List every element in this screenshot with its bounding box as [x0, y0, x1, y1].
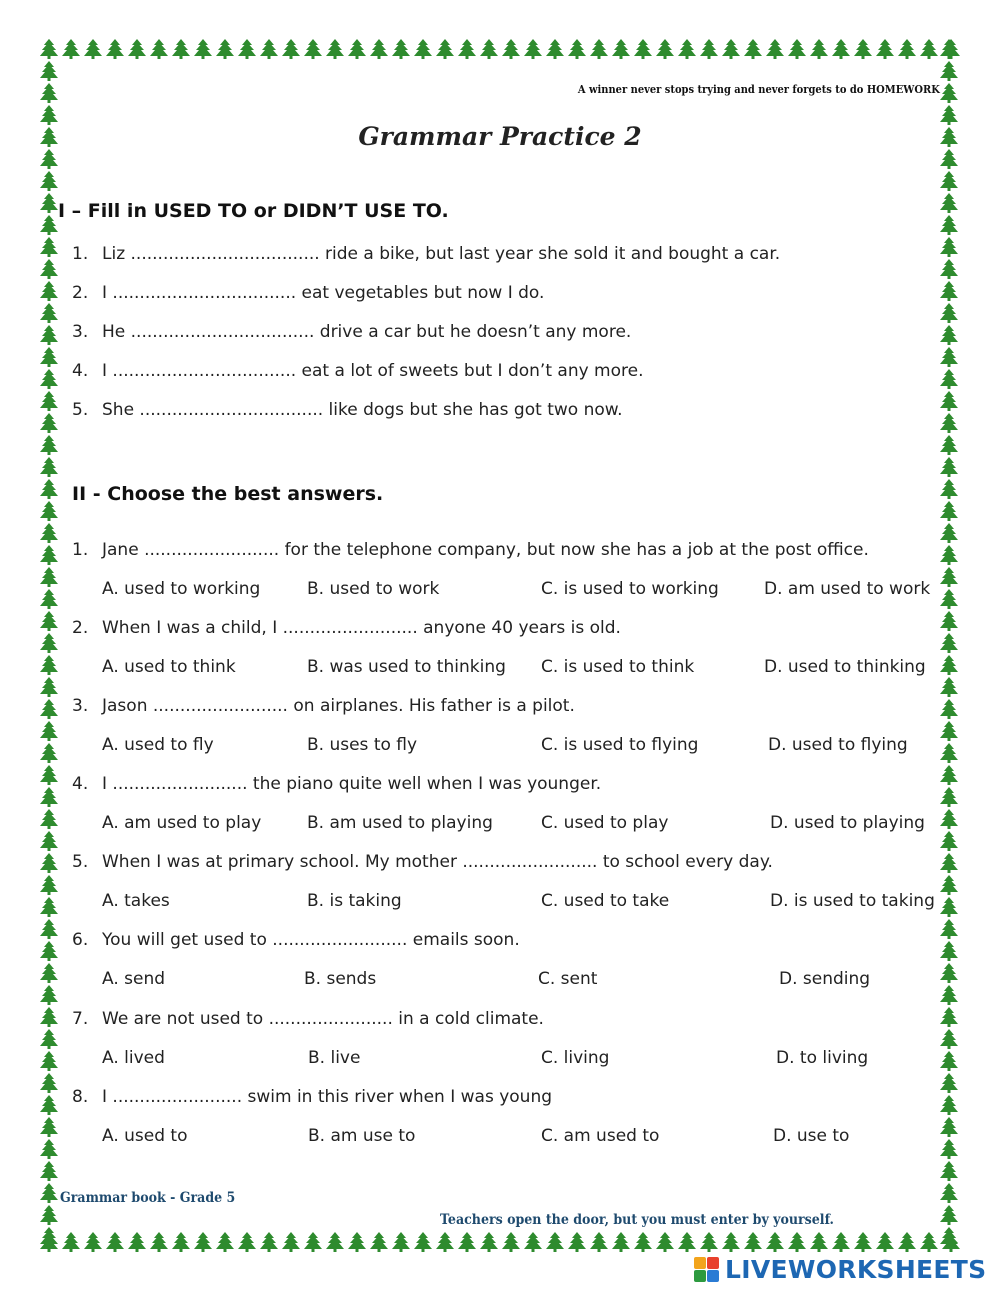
- tree-icon: [38, 984, 60, 1006]
- tree-icon: [938, 764, 960, 786]
- tree-icon: [938, 38, 960, 60]
- tree-icon: [368, 38, 390, 60]
- tree-icon: [258, 1231, 280, 1253]
- section-2-heading: II - Choose the best answers.: [72, 483, 384, 505]
- tree-icon: [566, 38, 588, 60]
- tree-icon: [938, 324, 960, 346]
- tree-icon: [610, 1231, 632, 1253]
- tree-icon: [38, 1204, 60, 1226]
- motto-top: A winner never stops trying and never forgets to do HOMEWORK: [578, 82, 940, 96]
- tree-icon: [938, 1182, 960, 1204]
- option-c[interactable]: C. is used to working: [541, 579, 719, 599]
- tree-icon: [38, 1226, 60, 1248]
- liveworksheets-logo[interactable]: [694, 1254, 986, 1284]
- tree-icon: [38, 500, 60, 522]
- tree-icon: [302, 38, 324, 60]
- tree-icon: [938, 1160, 960, 1182]
- border-right: [938, 38, 960, 1253]
- tree-icon: [214, 1231, 236, 1253]
- tree-icon: [236, 1231, 258, 1253]
- logo-square: [694, 1257, 706, 1269]
- footer-book-label: Grammar book - Grade 5: [60, 1190, 236, 1206]
- tree-icon: [918, 1231, 940, 1253]
- tree-icon: [786, 38, 808, 60]
- question: 6. You will get used to ......................... emails soon.: [72, 930, 520, 950]
- question: 7. We are not used to ....................... in a cold climate.: [72, 1009, 544, 1029]
- tree-icon: [38, 302, 60, 324]
- tree-icon: [654, 1231, 676, 1253]
- tree-icon: [938, 412, 960, 434]
- tree-icon: [938, 1204, 960, 1226]
- option-b[interactable]: B. am used to playing: [307, 813, 493, 833]
- tree-icon: [324, 38, 346, 60]
- tree-icon: [938, 698, 960, 720]
- tree-icon: [874, 1231, 896, 1253]
- tree-icon: [852, 1231, 874, 1253]
- tree-icon: [938, 148, 960, 170]
- tree-icon: [38, 38, 60, 60]
- tree-icon: [38, 148, 60, 170]
- liveworksheets-logo-text: LIVEWORKSHEETS: [725, 1254, 987, 1284]
- tree-icon: [236, 38, 258, 60]
- option-c[interactable]: C. am used to: [541, 1126, 660, 1146]
- tree-icon: [588, 38, 610, 60]
- tree-icon: [60, 38, 82, 60]
- tree-icon: [38, 808, 60, 830]
- tree-icon: [38, 456, 60, 478]
- option-c[interactable]: C. sent: [538, 969, 598, 989]
- tree-icon: [938, 1116, 960, 1138]
- tree-icon: [500, 38, 522, 60]
- option-c[interactable]: C. is used to flying: [541, 735, 699, 755]
- tree-icon: [258, 38, 280, 60]
- tree-icon: [456, 1231, 478, 1253]
- tree-icon: [938, 676, 960, 698]
- logo-square: [694, 1270, 706, 1282]
- tree-icon: [478, 38, 500, 60]
- tree-icon: [874, 38, 896, 60]
- tree-icon: [38, 566, 60, 588]
- tree-icon: [764, 38, 786, 60]
- tree-icon: [38, 434, 60, 456]
- logo-square: [707, 1257, 719, 1269]
- fill-item: 4. I .................................. eat a lot of sweets but I don’t any more.: [72, 361, 644, 381]
- tree-icon: [896, 1231, 918, 1253]
- fill-item: 3. He .................................. drive a car but he doesn’t any more.: [72, 322, 632, 342]
- tree-icon: [654, 38, 676, 60]
- tree-icon: [938, 302, 960, 324]
- tree-icon: [938, 280, 960, 302]
- tree-icon: [280, 38, 302, 60]
- question: 8. I ........................ swim in this river when I was young: [72, 1087, 553, 1107]
- tree-icon: [588, 1231, 610, 1253]
- option-b[interactable]: B. used to work: [307, 579, 440, 599]
- tree-icon: [412, 1231, 434, 1253]
- option-b[interactable]: B. is taking: [307, 891, 402, 911]
- tree-icon: [918, 38, 940, 60]
- tree-icon: [676, 1231, 698, 1253]
- tree-icon: [938, 522, 960, 544]
- tree-icon: [38, 918, 60, 940]
- tree-icon: [104, 38, 126, 60]
- tree-icon: [38, 940, 60, 962]
- tree-icon: [38, 478, 60, 500]
- fill-item: 5. She .................................. like dogs but she has got two now.: [72, 400, 623, 420]
- tree-icon: [346, 1231, 368, 1253]
- border-left: [38, 38, 60, 1253]
- tree-icon: [544, 1231, 566, 1253]
- tree-icon: [324, 1231, 346, 1253]
- tree-icon: [830, 38, 852, 60]
- tree-icon: [938, 1006, 960, 1028]
- tree-icon: [938, 984, 960, 1006]
- tree-icon: [390, 1231, 412, 1253]
- tree-icon: [938, 610, 960, 632]
- option-d[interactable]: D. sending: [779, 969, 871, 989]
- tree-icon: [38, 280, 60, 302]
- tree-icon: [38, 962, 60, 984]
- fill-item: 2. I .................................. eat vegetables but now I do.: [72, 283, 545, 303]
- tree-icon: [38, 742, 60, 764]
- tree-icon: [938, 236, 960, 258]
- tree-icon: [938, 588, 960, 610]
- tree-icon: [632, 38, 654, 60]
- tree-icon: [938, 720, 960, 742]
- footer-quote: Teachers open the door, but you must enter by yourself.: [440, 1212, 834, 1228]
- tree-icon: [38, 258, 60, 280]
- option-a[interactable]: A. lived: [102, 1048, 165, 1068]
- tree-icon: [938, 632, 960, 654]
- tree-icon: [852, 38, 874, 60]
- tree-icon: [38, 82, 60, 104]
- question: 3. Jason ......................... on airplanes. His father is a pilot.: [72, 696, 575, 716]
- tree-icon: [302, 1231, 324, 1253]
- question: 1. Jane ......................... for the telephone company, but now she has a job at the post office.: [72, 540, 869, 560]
- tree-icon: [170, 1231, 192, 1253]
- tree-icon: [938, 214, 960, 236]
- tree-icon: [280, 1231, 302, 1253]
- tree-icon: [938, 962, 960, 984]
- tree-icon: [632, 1231, 654, 1253]
- tree-icon: [938, 368, 960, 390]
- option-c[interactable]: C. is used to think: [541, 657, 695, 677]
- tree-icon: [148, 38, 170, 60]
- tree-icon: [500, 1231, 522, 1253]
- option-d[interactable]: D. used to thinking: [764, 657, 926, 677]
- tree-icon: [938, 346, 960, 368]
- tree-icon: [38, 764, 60, 786]
- tree-icon: [522, 1231, 544, 1253]
- tree-icon: [938, 82, 960, 104]
- tree-icon: [938, 60, 960, 82]
- tree-icon: [938, 852, 960, 874]
- tree-icon: [566, 1231, 588, 1253]
- tree-icon: [938, 566, 960, 588]
- tree-icon: [38, 1116, 60, 1138]
- tree-icon: [938, 258, 960, 280]
- tree-icon: [38, 896, 60, 918]
- tree-icon: [676, 38, 698, 60]
- tree-icon: [938, 434, 960, 456]
- tree-icon: [698, 38, 720, 60]
- tree-icon: [478, 1231, 500, 1253]
- tree-icon: [214, 38, 236, 60]
- tree-icon: [38, 1072, 60, 1094]
- option-b[interactable]: B. am use to: [308, 1126, 416, 1146]
- tree-icon: [38, 588, 60, 610]
- question: 5. When I was at primary school. My mother ......................... to school every day.: [72, 852, 773, 872]
- tree-icon: [38, 214, 60, 236]
- tree-icon: [38, 1050, 60, 1072]
- tree-icon: [938, 390, 960, 412]
- tree-icon: [830, 1231, 852, 1253]
- tree-icon: [412, 38, 434, 60]
- option-a[interactable]: A. used to working: [102, 579, 261, 599]
- question: 4. I ......................... the piano quite well when I was younger.: [72, 774, 602, 794]
- tree-icon: [522, 38, 544, 60]
- tree-icon: [38, 390, 60, 412]
- border-top: [38, 38, 960, 60]
- option-c[interactable]: C. used to play: [541, 813, 669, 833]
- tree-icon: [38, 1006, 60, 1028]
- tree-icon: [38, 610, 60, 632]
- question: 2. When I was a child, I ......................... anyone 40 years is old.: [72, 618, 621, 638]
- tree-icon: [38, 654, 60, 676]
- tree-icon: [434, 1231, 456, 1253]
- tree-icon: [742, 1231, 764, 1253]
- tree-icon: [192, 38, 214, 60]
- tree-icon: [938, 1072, 960, 1094]
- tree-icon: [104, 1231, 126, 1253]
- tree-icon: [38, 852, 60, 874]
- tree-icon: [38, 236, 60, 258]
- tree-icon: [764, 1231, 786, 1253]
- tree-icon: [742, 38, 764, 60]
- option-a[interactable]: A. send: [102, 969, 166, 989]
- tree-icon: [938, 1226, 960, 1248]
- tree-icon: [38, 830, 60, 852]
- tree-icon: [938, 830, 960, 852]
- tree-icon: [38, 632, 60, 654]
- option-d[interactable]: D. used to playing: [770, 813, 925, 833]
- tree-icon: [698, 1231, 720, 1253]
- tree-icon: [938, 500, 960, 522]
- option-c[interactable]: C. used to take: [541, 891, 670, 911]
- tree-icon: [610, 38, 632, 60]
- option-d[interactable]: D. is used to taking: [770, 891, 935, 911]
- tree-icon: [938, 786, 960, 808]
- tree-icon: [896, 38, 918, 60]
- tree-icon: [938, 918, 960, 940]
- tree-icon: [786, 1231, 808, 1253]
- tree-icon: [938, 1050, 960, 1072]
- tree-icon: [38, 786, 60, 808]
- tree-icon: [38, 1028, 60, 1050]
- tree-icon: [938, 1028, 960, 1050]
- tree-icon: [38, 192, 60, 214]
- tree-icon: [126, 1231, 148, 1253]
- tree-icon: [38, 1160, 60, 1182]
- tree-icon: [38, 170, 60, 192]
- tree-icon: [38, 544, 60, 566]
- tree-icon: [938, 896, 960, 918]
- tree-icon: [938, 478, 960, 500]
- fill-item: 1. Liz ................................... ride a bike, but last year she sold it and bought a car.: [72, 244, 781, 264]
- tree-icon: [38, 698, 60, 720]
- tree-icon: [38, 1094, 60, 1116]
- tree-icon: [434, 38, 456, 60]
- tree-icon: [38, 60, 60, 82]
- tree-icon: [126, 38, 148, 60]
- tree-icon: [38, 720, 60, 742]
- option-c[interactable]: C. living: [541, 1048, 610, 1068]
- tree-icon: [60, 1231, 82, 1253]
- tree-icon: [938, 1138, 960, 1160]
- option-b[interactable]: B. was used to thinking: [307, 657, 506, 677]
- tree-icon: [82, 1231, 104, 1253]
- tree-icon: [456, 38, 478, 60]
- liveworksheets-logo-icon: [694, 1257, 719, 1282]
- tree-icon: [38, 676, 60, 698]
- option-a[interactable]: A. am used to play: [102, 813, 262, 833]
- tree-icon: [938, 170, 960, 192]
- tree-icon: [544, 38, 566, 60]
- tree-icon: [938, 1094, 960, 1116]
- tree-icon: [720, 38, 742, 60]
- tree-icon: [938, 874, 960, 896]
- option-d[interactable]: D. to living: [776, 1048, 869, 1068]
- tree-icon: [346, 38, 368, 60]
- tree-icon: [720, 1231, 742, 1253]
- option-d[interactable]: D. used to flying: [768, 735, 908, 755]
- tree-icon: [938, 456, 960, 478]
- tree-icon: [808, 38, 830, 60]
- tree-icon: [38, 412, 60, 434]
- tree-icon: [38, 522, 60, 544]
- tree-icon: [38, 1138, 60, 1160]
- tree-icon: [38, 874, 60, 896]
- logo-square: [707, 1270, 719, 1282]
- tree-icon: [368, 1231, 390, 1253]
- tree-icon: [938, 940, 960, 962]
- tree-icon: [938, 742, 960, 764]
- page-title: Grammar Practice 2: [358, 122, 642, 151]
- option-d[interactable]: D. use to: [773, 1126, 850, 1146]
- option-a[interactable]: A. used to think: [102, 657, 236, 677]
- option-a[interactable]: A. takes: [102, 891, 170, 911]
- tree-icon: [38, 346, 60, 368]
- option-d[interactable]: D. am used to work: [764, 579, 931, 599]
- section-1-heading: I – Fill in USED TO or DIDN’T USE TO.: [58, 200, 449, 222]
- tree-icon: [390, 38, 412, 60]
- tree-icon: [192, 1231, 214, 1253]
- option-b[interactable]: B. live: [308, 1048, 361, 1068]
- tree-icon: [148, 1231, 170, 1253]
- border-bottom: [38, 1231, 960, 1253]
- option-a[interactable]: A. used to: [102, 1126, 188, 1146]
- tree-icon: [938, 192, 960, 214]
- tree-icon: [170, 38, 192, 60]
- tree-icon: [938, 544, 960, 566]
- tree-icon: [38, 324, 60, 346]
- tree-icon: [82, 38, 104, 60]
- option-b[interactable]: B. sends: [304, 969, 377, 989]
- option-a[interactable]: A. used to fly: [102, 735, 214, 755]
- tree-icon: [38, 368, 60, 390]
- tree-icon: [808, 1231, 830, 1253]
- option-b[interactable]: B. uses to fly: [307, 735, 418, 755]
- tree-icon: [938, 808, 960, 830]
- tree-icon: [38, 1182, 60, 1204]
- tree-icon: [938, 654, 960, 676]
